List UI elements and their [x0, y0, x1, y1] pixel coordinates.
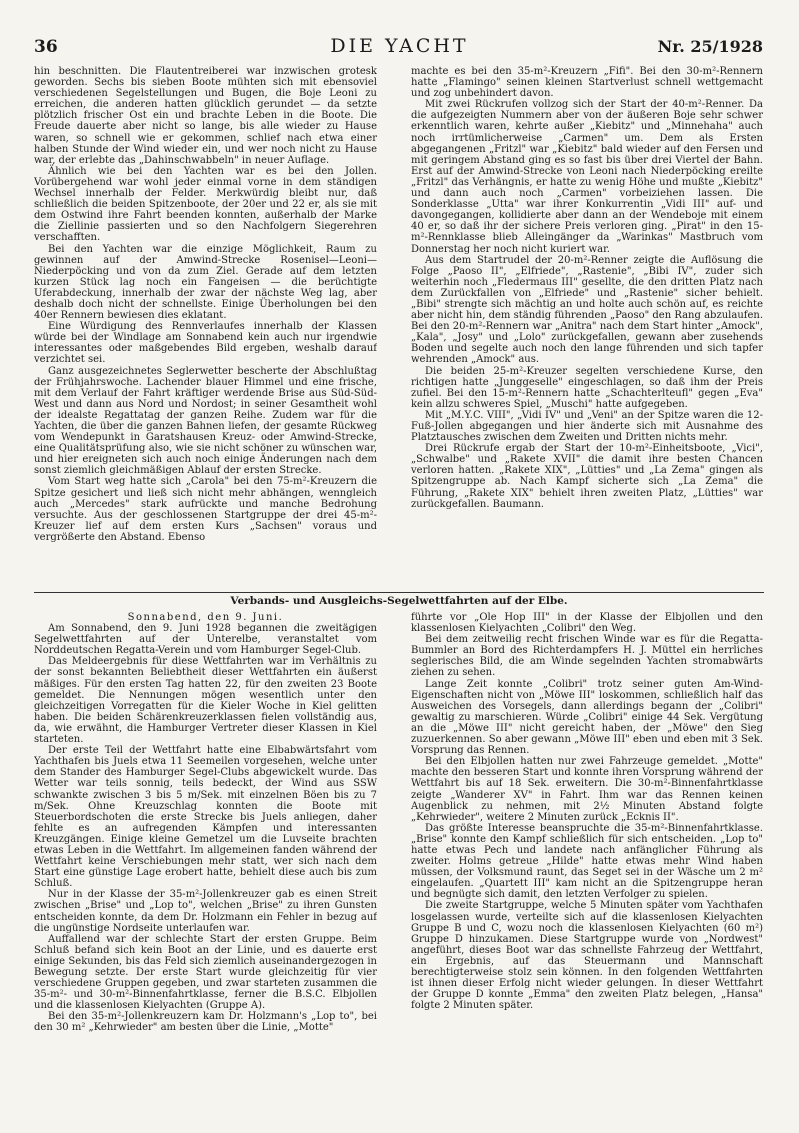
- paragraph: Am Sonnabend, den 9. Juni 1928 begannen die zweitägigen Segelwettfahrten auf der Unterelbe, veranstaltet vom Norddeutschen Regatta-Verein und vom Hamburger Segel-Club.: [34, 623, 377, 657]
- paragraph: Drei Rückrufe ergab der Start der 10-m²-Einheitsboote, „Vici", „Schwalbe" und „Rakete XVII" die damit ihre besten Chancen verloren hatten. „Rakete XIX", „Lütties" und „La Zema" gingen als Spitzengruppe ab. Nach Kampf sicherte sich „La Zema" die Führung, „Rakete XIX" behielt ihren zweiten Platz, „Lütties" war zurückgefallen. Baumann.: [411, 443, 763, 510]
- article-headline: Verbands- und Ausgleichs-Segelwettfahrten auf der Elbe.: [230, 595, 568, 607]
- paragraph: Bei den Elbjollen hatten nur zwei Fahrzeuge gemeldet. „Motte" machte den besseren Start und konnte ihren Vorsprung während der Wettfahrt bis auf 18 Sek. erweitern. Die 30-m²-Binnenfahrtklasse zeigte „Wanderer XV" in Fahrt. Ihm war das Rennen keinen Augenblick zu nehmen, mit 2½ Minuten Abstand folgte „Kehrwieder", weitere 2 Minuten zurück „Ecknis II".: [411, 756, 763, 823]
- paragraph: Das größte Interesse beanspruchte die 35-m²-Binnenfahrtklasse. „Brise" konnte den Kampf schließlich für sich entscheiden. „Lop to" hatte etwas Pech und landete nach anfänglicher Führung als zweiter. Holms getreue „Hilde" hatte etwas mehr Wind haben müssen, der Volksmund raunt, das Seget sei in der Wäsche um 2 m² eingelaufen. „Quartett III" kam nicht an die Spitzengruppe heran und begnügte sich damit, den letzten Verfolger zu spielen.: [411, 822, 763, 901]
- paragraph: Mit zwei Rückrufen vollzog sich der Start der 40-m²-Renner. Da die aufgezeigten Nummern aber von der äußeren Boje sehr schwer erkenntlich waren, kehrte außer „Kiebitz" und „Minnehaha" auch noch irrtümlicherweise „Carmen" um. Dem als Ersten abgegangenen „Fritzl" war „Kiebitz" bald wieder auf den Fersen und mit geringem Abstand ging es so fast bis über drei Viertel der Bahn. Erst auf der Amwind-Strecke von Leoni nach Niederpöcking ereilte „Fritzl" das Verhängnis, er hatte zu wenig Höhe und mußte „Kiebitz" und dann auch noch „Carmen" vorbeiziehen lassen. Die Sonderklasse „Utta" war ihrer Konkurrentin „Vidi III" auf- und davongegangen, kollidierte aber dann an der Wendeboje mit einem 40 er, so daß ihr der sichere Preis verloren ging. „Pirat" in den 15-m²-Rennklasse blieb Alleingänger da „Warinkas" Mastbruch vom Donnerstag her noch nicht kuriert war.: [411, 99, 763, 255]
- section-divider: [34, 592, 764, 593]
- paragraph: Bei den 35-m²-Jollenkreuzern kam Dr. Holzmann's „Lop to", bei den 30 m² „Kehrwieder" am besten über die Linie, „Motte": [34, 1011, 377, 1034]
- paragraph: Ganz ausgezeichnetes Seglerwetter bescherte der Abschlußtag der Frühjahrswoche. Lachender blauer Himmel und eine frische, mit dem Verlauf der Fahrt kräftiger werdende Brise aus Süd-Süd-West und dann aus Nord und Nordost; in seiner Gesamtheit wohl der idealste Regattatag der ganzen Reihe. Zudem war für die Yachten, die über die ganzen Bahnen liefen, der gesamte Rückweg vom Wendepunkt in Garatshausen Kreuz- oder Amwind-Strecke, eine Qualitätsprüfung also, wie sie nicht schöner zu wünschen war, und hier ereigneten sich auch noch einige Änderungen nach dem sonst ziemlich gleichmäßigen Ablauf der ersten Strecke.: [34, 365, 377, 477]
- article-left-column: [34, 612, 377, 1092]
- paragraph: machte es bei den 35-m²-Kreuzern „Fifi". Bei den 30-m²-Rennern hatte „Flamingo" seinen kleinen Startverlust schnell wettgemacht und zog unbehindert davon.: [411, 66, 763, 100]
- article-right-column: [411, 612, 763, 1092]
- paragraph: Mit „M.Y.C. VIII", „Vidi IV" und „Veni" an der Spitze waren die 12-Fuß-Jollen abgegangen und hier änderte sich mit Ausnahme des Platztausches zwischen dem Zweiten und Dritten nichts mehr.: [411, 409, 763, 444]
- paragraph: Lange Zeit konnte „Colibri" trotz seiner guten Am-Wind-Eigenschaften nicht von „Möwe III" loskommen, schließlich half das Ausweichen des Vorsegels, dann allerdings begann der „Colibri" gewaltig zu marschieren. Würde „Colibri" einige 44 Sek. Vergütung an die „Möwe III" nicht gereicht haben, der „Möwe" den Sieg zuzuerkennen. So aber gewann „Möwe III" eben und eben mit 3 Sek. Vorsprung das Rennen.: [411, 678, 763, 757]
- paragraph: Nur in der Klasse der 35-m²-Jollenkreuzer gab es einen Streit zwischen „Brise" und „Lop to", welchen „Brise" zu ihren Gunsten entscheiden konnte, da dem Dr. Holzmann ein Fehler in bezug auf die ungünstige Nordseite unterlaufen war.: [34, 889, 377, 934]
- paragraph: hin beschnitten. Die Flautentreiberei war inzwischen grotesk geworden. Sechs bis sieben Boote mühten sich mit ebensoviel verschiedenen Segelstellungen und Bugen, die Boje Leoni zu erreichen, die anderen hatten glücklich gerundet — da setzte plötzlich frischer Ost ein und brachte Leben in die Boote. Die Freude dauerte aber nicht so lange, bis alle wieder zu Hause waren, so schnell wie er gekommen, schlief nach etwa einer halben Stunde der Wind wieder ein, und wer noch nicht zu Hause war, der erlebte das „Dahinschwabbeln" in neuer Auflage.: [34, 66, 377, 166]
- paragraph: Das Meldeergebnis für diese Wettfahrten war im Verhältnis zu der sonst bekannten Beliebtheit dieser Wettfahrten ein äußerst mäßiges. Für den ersten Tag hatten 22, für den zweiten 23 Boote gemeldet. Die Nennungen mögen wesentlich unter den gleichzeitigen Vorregatten für die Kieler Woche in Kiel gelitten haben. Die beiden Schärenkreuzerklassen fielen vollständig aus, da, wie erwähnt, die Hamburger Vertreter dieser Klassen in Kiel starteten.: [34, 656, 377, 746]
- masthead: DIE YACHT: [330, 35, 469, 57]
- paragraph: Die beiden 25-m²-Kreuzer segelten verschiedene Kurse, den richtigen hatte „Junggeselle" eingeschlagen, so daß ihm der Preis zufiel. Bei den 15-m²-Rennern hatte „Schachterlteufl" gegen „Eva" kein allzu schweres Spiel, „Muschi" hatte aufgegeben.: [411, 365, 763, 410]
- paragraph: Ähnlich wie bei den Yachten war es bei den Jollen. Vorübergehend war wohl jeder einmal vorne in dem ständigen Wechsel innerhalb der Felder. Merkwürdig bleibt nur, daß schließlich die beiden Spitzenboote, der 20er und 22 er, als sie mit dem Ostwind ihre Fahrt beenden konnten, außerhalb der Marke die Ziellinie passierten und so den Nachfolgern Siegerehren verschafften.: [34, 165, 377, 244]
- issue-number: Nr. 25/1928: [657, 37, 763, 56]
- top-left-column: [34, 66, 377, 586]
- paragraph: Auffallend war der schlechte Start der ersten Gruppe. Beim Schluß befand sich kein Boot an der Linie, und es dauerte erst einige Sekunden, bis das Feld sich ziemlich auseinandergezogen in Bewegung setzte. Der erste Start wurde gleichzeitig für vier verschiedene Gruppen gegeben, und zwar starteten zusammen die 35-m²- und 30-m²-Binnenfahrtklasse, ferner die B.S.C. Elbjollen und die klassenlosen Kielyachten (Gruppe A).: [34, 933, 377, 1012]
- paragraph: Die zweite Startgruppe, welche 5 Minuten später vom Yachthafen losgelassen wurde, verteilte sich auf die klassenlosen Kielyachten Gruppe B und C, wozu noch die klassenlosen Kielyachten (60 m²) Gruppe D hinzukamen. Diese Startgruppe wurde von „Nordwest" angeführt, dieses Boot war das schnellste Fahrzeug der Wettfahrt, ein Ergebnis, auf das Steuermann und Mannschaft berechtigterweise stolz sein können. In den folgenden Wettfahrten ist ihnen dieser Erfolg nicht wieder gelungen. In dieser Wettfahrt der Gruppe D konnte „Emma" den zweiten Platz belegen, „Hansa" folgte 2 Minuten später.: [411, 900, 763, 1012]
- paragraph: führte vor „Ole Hop III" in der Klasse der Elbjollen und den klassenlosen Kielyachten „Colibri" den Weg.: [411, 612, 763, 635]
- paragraph: Eine Würdigung des Rennverlaufes innerhalb der Klassen würde bei der Windlage am Sonnabend kein auch nur irgendwie interessantes oder maßgebendes Bild ergeben, weshalb darauf verzichtet sei.: [34, 321, 377, 366]
- dateline: Sonnabend, den 9. Juni.: [127, 612, 284, 623]
- paragraph: Aus dem Startrudel der 20-m²-Renner zeigte die Auflösung die Folge „Paoso II", „Elfriede", „Rastenie", „Bibi IV", zuder sich weiterhin noch „Fledermaus III" gesellte, die den dritten Platz nach dem Zurückfallen von „Elfriede" und „Rastenie" sicher behielt. „Bibi" strengte sich mächtig an und holte auch schön auf, es reichte aber nicht hin, dem ständig führenden „Paoso" den Rang abzulaufen. Bei den 20-m²-Rennern war „Anitra" nach dem Start hinter „Amock", „Kala", „Josy" und „Lolo" zurückgefallen, gewann aber zusehends Boden und segelte auch noch den lange führenden und sich tapfer wehrenden „Amock" aus.: [411, 254, 763, 366]
- paragraph: Bei dem zeitweilig recht frischen Winde war es für die Regatta-Bummler an Bord des Richterdampfers H. J. Müttel ein herrliches seglerisches Bild, die am Winde segelnden Yachten stromabwärts ziehen zu sehen.: [411, 634, 763, 679]
- paragraph: Bei den Yachten war die einzige Möglichkeit, Raum zu gewinnen auf der Amwind-Strecke Rosenisel—Leoni—Niederpöcking und von da zum Ziel. Gerade auf dem letzten kurzen Stück lag noch ein Fangeisen — die berüchtigte Uferabdeckung, innerhalb der zwar der nächste Weg lag, aber deshalb doch nicht der schnellste. Einige Überholungen bei den 40er Rennern bewiesen dies eklatant.: [34, 243, 377, 322]
- paragraph: Der erste Teil der Wettfahrt hatte eine Elbabwärtsfahrt vom Yachthafen bis Juels etwa 11 Seemeilen vorgesehen, welche unter dem Stander des Hamburger Segel-Clubs abgewickelt wurde. Das Wetter war teils sonnig, teils bedeckt, der Wind aus SSW schwankte zwischen 3 bis 5 m/Sek. mit einzelnen Böen bis zu 7 m/Sek. Ohne Kreuzschlag konnten die Boote mit Steuerbordschoten die erste Strecke bis Juels anliegen, daher fehlte es an aufregenden Kämpfen und interessanten Kreuzgängen. Einige kleine Gemetzel um die Luvseite brachten etwas Leben in die Wettfahrt. Im allgemeinen fanden während der Wettfahrt keine Verschiebungen mehr statt, wer sich nach dem Start eine günstige Lage erobert hatte, behielt diese auch bis zum Schluß.: [34, 745, 377, 890]
- page-number: 36: [34, 37, 58, 57]
- top-right-column: [411, 66, 763, 586]
- paragraph: Vom Start weg hatte sich „Carola" bei den 75-m²-Kreuzern die Spitze gesichert und ließ sich nicht mehr abhängen, wenngleich auch „Mercedes" stark aufrückte und manche Bedrohung versuchte. Aus der geschlossenen Startgruppe der drei 45-m²-Kreuzer lief auf dem ersten Kurs „Sachsen" voraus und vergrößerte den Abstand. Ebenso: [34, 476, 377, 543]
